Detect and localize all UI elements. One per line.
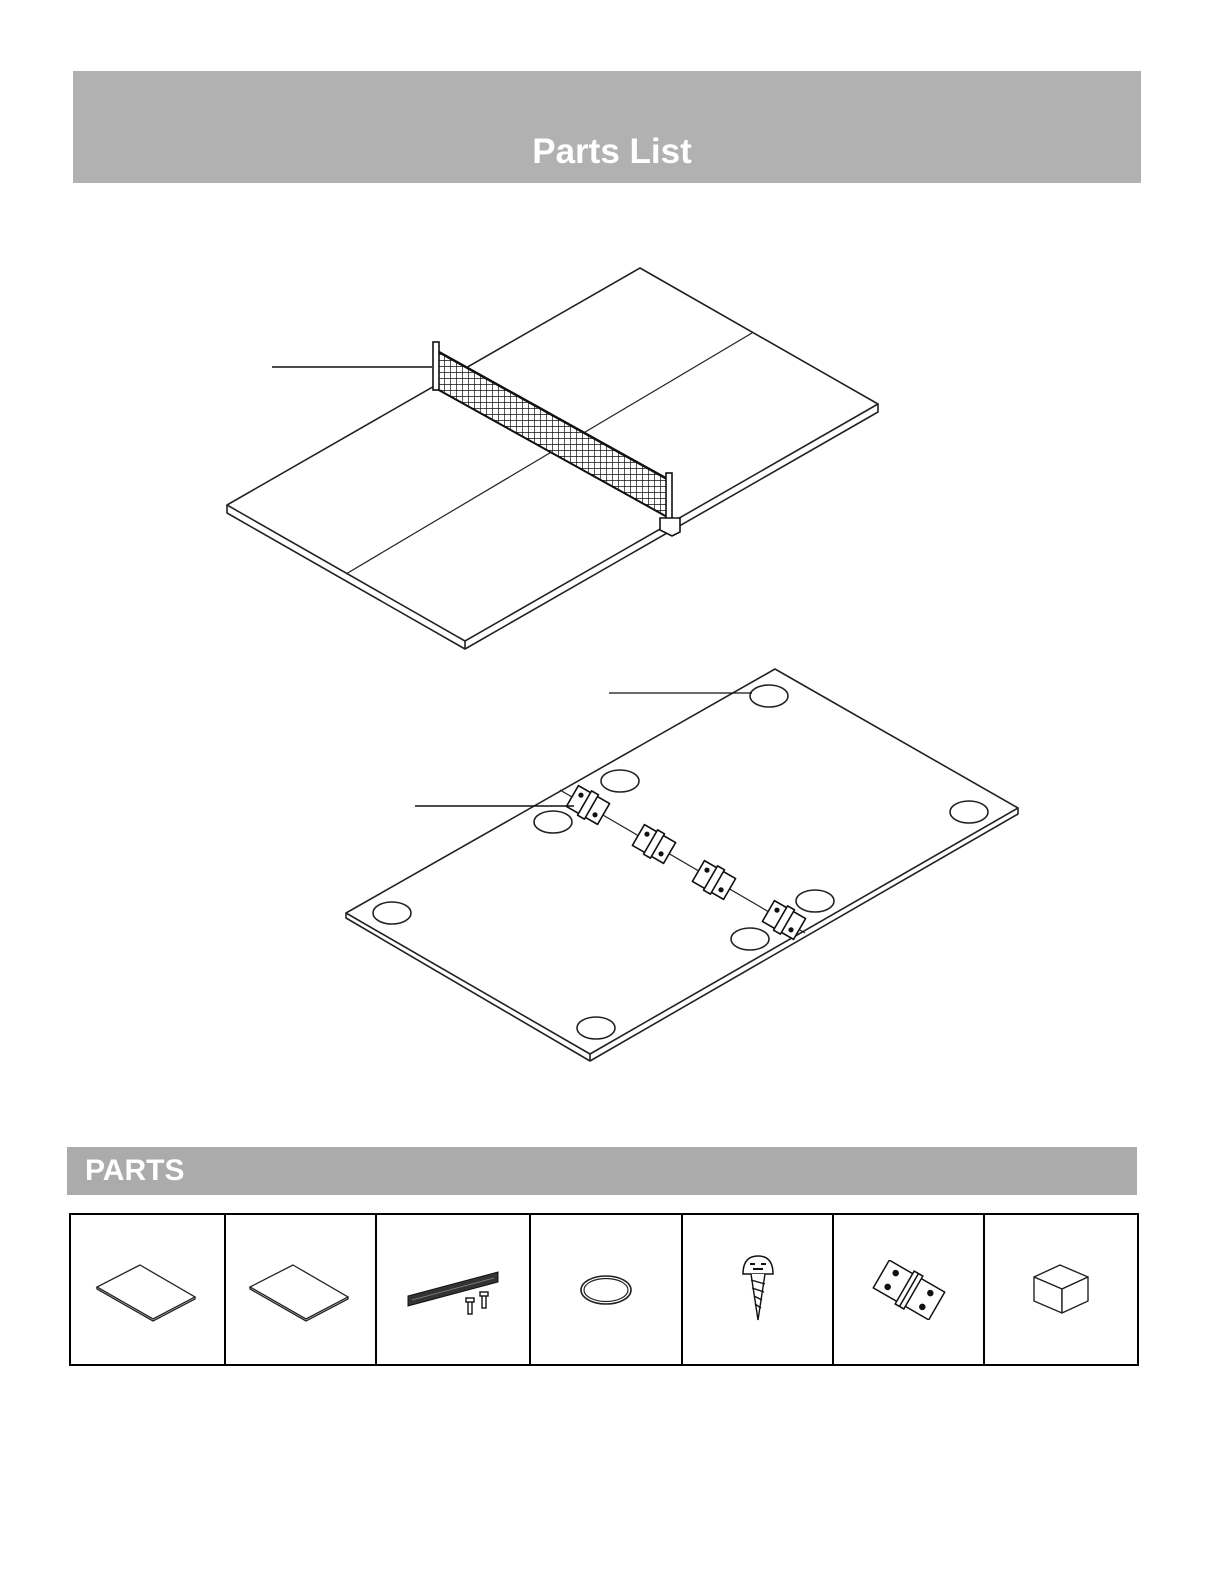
hinge-icon xyxy=(864,1260,954,1320)
parts-table xyxy=(69,1213,1139,1366)
part-cell xyxy=(985,1215,1137,1364)
screw-icon xyxy=(733,1250,783,1330)
part-cell xyxy=(226,1215,378,1364)
foam-pad-ring-icon xyxy=(566,1265,646,1315)
assembled-table-illustration xyxy=(227,268,878,649)
table-half-top-icon xyxy=(87,1255,207,1325)
part-cell xyxy=(71,1215,226,1364)
part-cell xyxy=(683,1215,834,1364)
net-and-posts-icon xyxy=(398,1260,508,1320)
table-half-top-icon xyxy=(240,1255,360,1325)
part-cell xyxy=(531,1215,684,1364)
part-cell xyxy=(834,1215,986,1364)
foam-block-icon xyxy=(1026,1257,1096,1322)
page-title: Parts List xyxy=(532,132,692,171)
table-underside-illustration xyxy=(346,669,1018,1061)
parts-banner xyxy=(67,1147,1137,1195)
part-cell xyxy=(377,1215,531,1364)
parts-heading: PARTS xyxy=(85,1154,185,1187)
